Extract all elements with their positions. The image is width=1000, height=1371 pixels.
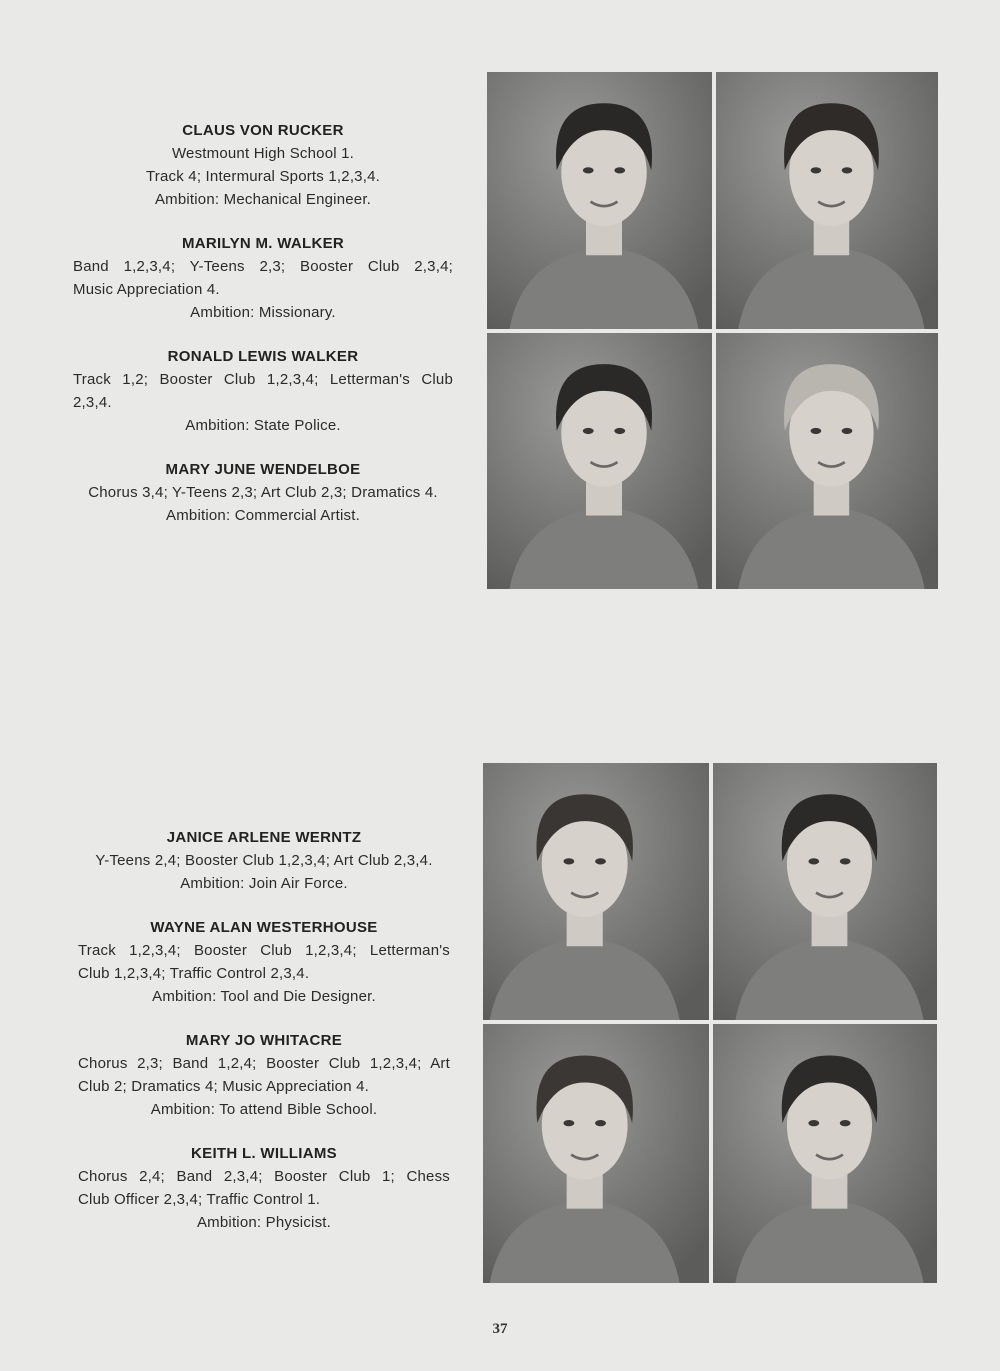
bio-entry bbox=[78, 1030, 450, 1121]
student-portrait bbox=[483, 763, 709, 1020]
bio-block-upper bbox=[73, 120, 453, 549]
photo-grid-lower bbox=[483, 763, 937, 1283]
bio-entry bbox=[73, 233, 453, 324]
activities-line: Westmount High School 1. bbox=[171, 145, 355, 162]
activities-line: 2,3,4. bbox=[73, 394, 112, 411]
bio-entry bbox=[73, 120, 453, 211]
bio-entry bbox=[78, 1143, 450, 1234]
student-portrait bbox=[716, 333, 938, 589]
student-name: JANICE ARLENE WERNTZ bbox=[166, 829, 362, 846]
student-portrait bbox=[483, 1024, 709, 1283]
student-name: RONALD LEWIS WALKER bbox=[167, 348, 359, 365]
activities-line: Track 1,2,3,4; Booster Club 1,2,3,4; Letterman's bbox=[78, 942, 450, 959]
page-number: 37 bbox=[492, 1321, 508, 1337]
ambition-line: Ambition: State Police. bbox=[185, 417, 341, 434]
student-name: MARY JO WHITACRE bbox=[185, 1032, 343, 1049]
student-portrait bbox=[716, 72, 938, 329]
ambition-line: Ambition: Tool and Die Designer. bbox=[152, 988, 376, 1005]
activities-line: Chorus 3,4; Y-Teens 2,3; Art Club 2,3; Dramatics 4. bbox=[88, 484, 438, 501]
student-name: KEITH L. WILLIAMS bbox=[191, 1145, 337, 1162]
activities-line: Club 1,2,3,4; Traffic Control 2,3,4. bbox=[78, 965, 310, 982]
student-portrait bbox=[487, 72, 712, 329]
activities-line: Club 2; Dramatics 4; Music Appreciation 4. bbox=[78, 1078, 370, 1095]
bio-entry bbox=[73, 459, 453, 527]
activities-line: Chorus 2,3; Band 1,2,4; Booster Club 1,2,3,4; Art bbox=[78, 1055, 450, 1072]
ambition-line: Ambition: Commercial Artist. bbox=[166, 507, 360, 524]
student-name: CLAUS VON RUCKER bbox=[182, 122, 344, 139]
ambition-line: Ambition: Missionary. bbox=[190, 304, 336, 321]
activities-line: Music Appreciation 4. bbox=[73, 281, 220, 298]
student-name: MARILYN M. WALKER bbox=[181, 235, 345, 252]
activities-line: Club Officer 2,3,4; Traffic Control 1. bbox=[78, 1191, 321, 1208]
student-portrait bbox=[713, 763, 937, 1020]
student-portrait bbox=[487, 333, 712, 589]
bio-entry bbox=[78, 827, 450, 895]
activities-line: Band 1,2,3,4; Y-Teens 2,3; Booster Club 2,3,4; bbox=[73, 258, 453, 275]
ambition-line: Ambition: To attend Bible School. bbox=[150, 1101, 378, 1118]
student-portrait bbox=[713, 1024, 937, 1283]
activities-line: Track 4; Intermural Sports 1,2,3,4. bbox=[145, 168, 381, 185]
bio-entry bbox=[73, 346, 453, 437]
student-name: WAYNE ALAN WESTERHOUSE bbox=[150, 919, 378, 936]
ambition-line: Ambition: Mechanical Engineer. bbox=[154, 191, 372, 208]
activities-line: Track 1,2; Booster Club 1,2,3,4; Letterman's Club bbox=[73, 371, 453, 388]
activities-line: Y-Teens 2,4; Booster Club 1,2,3,4; Art Club 2,3,4. bbox=[95, 852, 433, 869]
activities-line: Chorus 2,4; Band 2,3,4; Booster Club 1; Chess bbox=[78, 1168, 450, 1185]
student-name: MARY JUNE WENDELBOE bbox=[165, 461, 361, 478]
ambition-line: Ambition: Physicist. bbox=[196, 1214, 332, 1231]
ambition-line: Ambition: Join Air Force. bbox=[180, 875, 348, 892]
bio-entry bbox=[78, 917, 450, 1008]
photo-grid-upper bbox=[487, 72, 938, 589]
bio-block-lower bbox=[78, 827, 450, 1256]
